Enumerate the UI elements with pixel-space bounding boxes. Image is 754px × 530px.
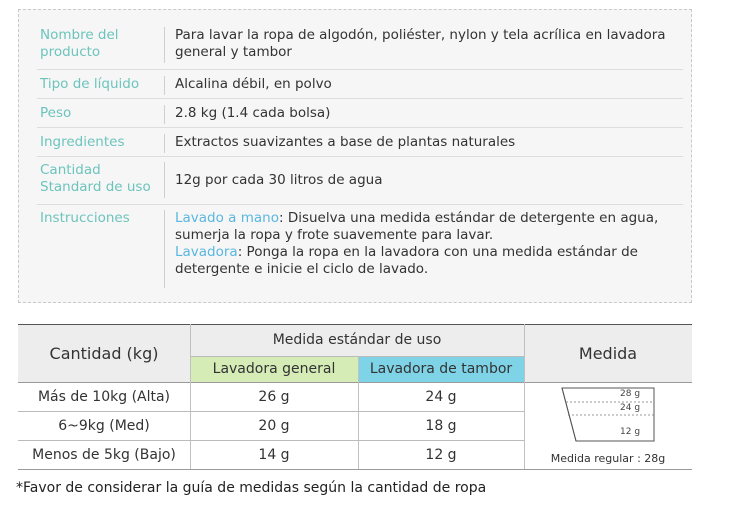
general-high: 26 g (258, 388, 290, 405)
header-drum-washer: Lavadora de tambor (358, 356, 524, 382)
header-standard-use: Medida estándar de uso (190, 324, 524, 356)
general-low: 14 g (258, 446, 290, 463)
col-line (524, 324, 525, 469)
measuring-cup-icon (554, 386, 664, 446)
row-divider (37, 127, 683, 128)
label-instructions: Instrucciones (40, 210, 165, 288)
cup-mark-24: 24 g (620, 403, 641, 413)
value-standard-amount: 12g por cada 30 litros de agua (175, 172, 383, 188)
qty-low: Menos de 5kg (Bajo) (32, 446, 176, 463)
value-liquid-type: Alcalina débil, en polvo (175, 76, 332, 92)
header-bottom-line (18, 382, 692, 383)
label-product-name: Nombre del producto (40, 27, 165, 63)
col-line (190, 324, 191, 469)
row-line (18, 440, 524, 441)
value-weight: 2.8 kg (1.4 cada bolsa) (175, 105, 331, 121)
cup-caption: Medida regular : 28g (550, 452, 666, 465)
qty-high: Más de 10kg (Alta) (37, 388, 171, 405)
value-instructions (175, 210, 675, 278)
value-ingredients: Extractos suavizantes a base de plantas naturales (175, 134, 516, 150)
label-standard-amount: Cantidad Standard de uso (40, 162, 165, 198)
value-product-name: Para lavar la ropa de algodón, poliéster, nylon y tela acrílica en lavadora general y tambor (175, 27, 666, 60)
header-general-washer: Lavadora general (190, 356, 358, 382)
hand-wash-title: Lavado a mano (175, 210, 279, 226)
col-line (358, 356, 359, 469)
table-bottom-border (18, 469, 692, 470)
hand-wash-text: : Disuelva una medida estándar de detergente en agua, sumerja la ropa y frote suavemente para lavar. (175, 210, 659, 243)
machine-wash-title: Lavadora (175, 244, 238, 260)
header-measure: Medida (524, 324, 692, 382)
general-med: 20 g (258, 417, 290, 434)
machine-wash-text: : Ponga la ropa en la lavadora con una medida estándar de detergente e inicie el ciclo de lavado. (175, 244, 638, 277)
drum-high: 24 g (425, 388, 457, 405)
cup-mark-28: 28 g (620, 389, 641, 399)
footnote: *Favor de considerar la guía de medidas según la cantidad de ropa (16, 480, 487, 496)
qty-med: 6~9kg (Med) (58, 417, 150, 434)
label-ingredients: Ingredientes (40, 134, 165, 153)
header-split-line (190, 356, 524, 357)
label-liquid-type: Tipo de líquido (40, 76, 165, 95)
drum-low: 12 g (425, 446, 457, 463)
drum-med: 18 g (425, 417, 457, 434)
label-weight: Peso (40, 105, 165, 124)
product-info-panel (18, 9, 692, 303)
row-divider (37, 156, 683, 157)
table-top-border (18, 324, 692, 325)
row-divider (37, 69, 683, 70)
cup-mark-12: 12 g (620, 427, 641, 437)
row-line (18, 411, 524, 412)
row-divider (37, 204, 683, 205)
header-quantity: Cantidad (kg) (18, 324, 190, 382)
row-divider (37, 98, 683, 99)
